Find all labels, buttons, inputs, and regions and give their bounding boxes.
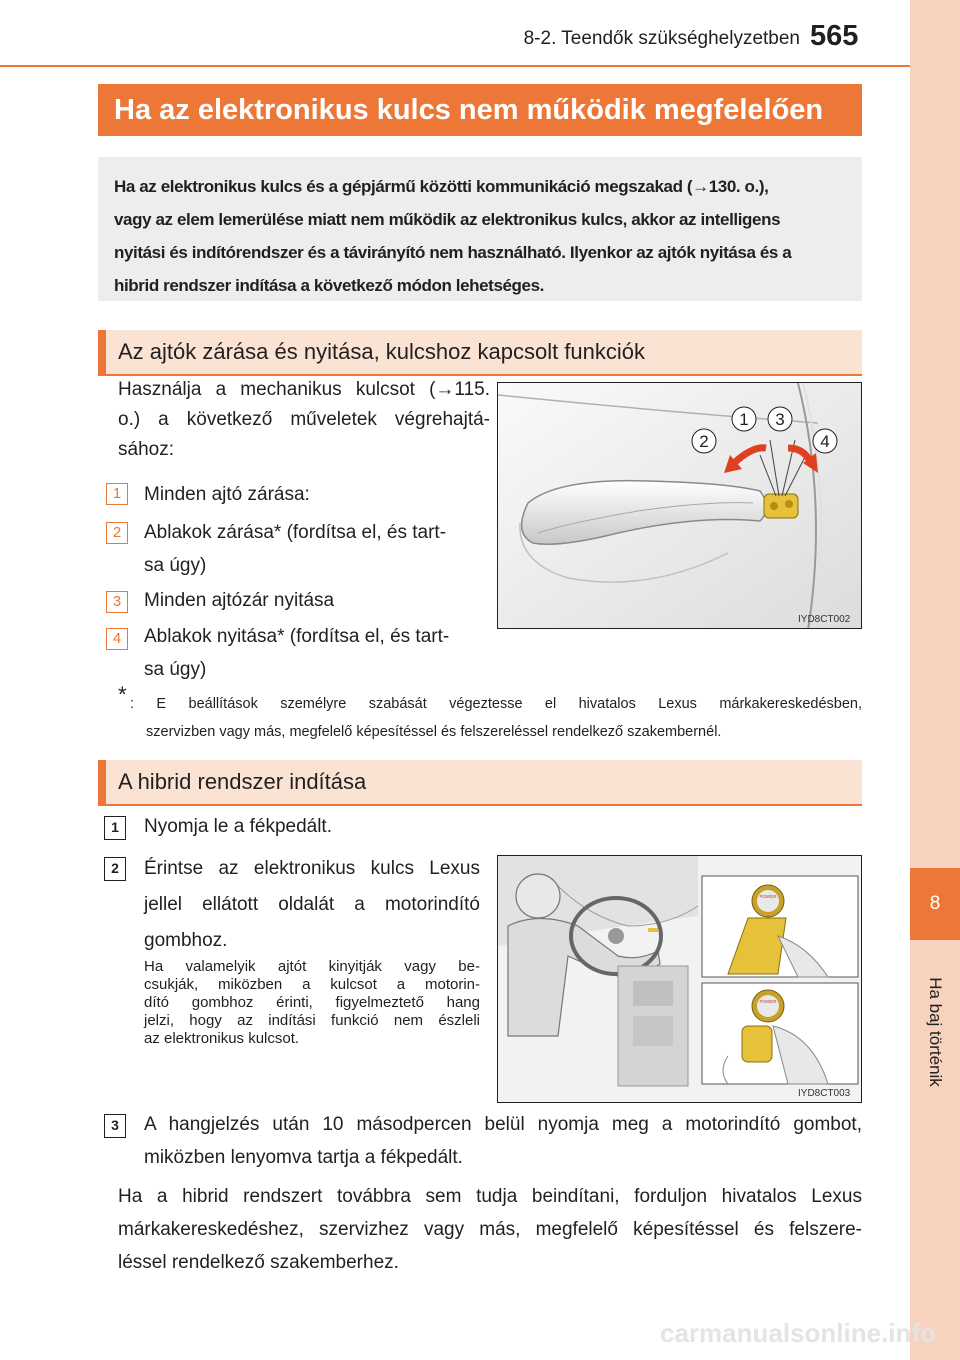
chapter-side-strip bbox=[910, 0, 960, 1360]
interior-illustration bbox=[497, 855, 862, 1103]
callout-4: 4 bbox=[820, 432, 830, 451]
footnote bbox=[130, 690, 862, 746]
key-cylinder bbox=[764, 494, 798, 518]
header-rule bbox=[0, 65, 910, 67]
door-handle-drawing bbox=[498, 383, 862, 629]
intro-line: hibrid rendszer indítása a következő módon lehetséges. bbox=[114, 276, 544, 295]
footnote-line: : E beállítások személyre szabását végeztesse el hivatalos Lexus márkakereskedésben, bbox=[130, 696, 862, 712]
closing-line: márkakereskedéshez, szervizhez vagy más, megfelelő képesítéssel és felszere- bbox=[118, 1219, 862, 1240]
lead-line: sához: bbox=[118, 439, 174, 460]
item-number: 4 bbox=[106, 628, 128, 650]
interior-drawing bbox=[498, 856, 862, 1103]
item-text bbox=[144, 516, 490, 582]
image-code: IYD8CT002 bbox=[798, 614, 851, 625]
page-title: Ha az elektronikus kulcs nem működik megfelelően bbox=[98, 84, 862, 136]
callout-2: 2 bbox=[699, 432, 709, 451]
item-number: 2 bbox=[106, 522, 128, 544]
note-line: Ha valamelyik ajtót kinyitják vagy be- bbox=[144, 958, 480, 975]
warning-note bbox=[144, 958, 480, 1048]
step-number: 3 bbox=[104, 1114, 126, 1138]
closing-line: léssel rendelkező szakemberhez. bbox=[118, 1252, 399, 1273]
closing-paragraph bbox=[118, 1180, 862, 1279]
section-heading-doors: Az ajtók zárása és nyitása, kulcshoz kapcsolt funkciók bbox=[98, 330, 862, 374]
footnote-line: szervizben vagy más, megfelelő képesítéssel és felszereléssel rendelkező szakembernél. bbox=[146, 724, 722, 740]
lead-paragraph bbox=[118, 375, 490, 465]
note-line: jelzi, hogy az indítási funkció nem észleli bbox=[144, 1012, 480, 1029]
callout-3: 3 bbox=[775, 410, 785, 429]
note-line: az elektronikus kulcsot. bbox=[144, 1030, 300, 1047]
item-text: Minden ajtó zárása: bbox=[144, 484, 310, 505]
callout-1: 1 bbox=[739, 410, 749, 429]
watermark: carmanualsonline.info bbox=[660, 1318, 936, 1348]
step-number: 1 bbox=[104, 816, 126, 840]
closing-line: Ha a hibrid rendszert továbbra sem tudja beindítani, forduljon hivatalos Lexus bbox=[118, 1186, 862, 1207]
page-number: 565 bbox=[810, 20, 859, 52]
step-number: 2 bbox=[104, 857, 126, 881]
chapter-title: Ha baj történik bbox=[926, 977, 945, 1087]
section-heading-hybrid: A hibrid rendszer indítása bbox=[98, 760, 862, 804]
chapter-number-tab: 8 bbox=[910, 868, 960, 940]
step-text bbox=[144, 851, 480, 959]
intro-box bbox=[98, 157, 862, 301]
running-header: 8-2. Teendők szükséghelyzetben bbox=[523, 28, 800, 49]
item-number: 3 bbox=[106, 591, 128, 613]
power-button-label: POWER bbox=[759, 894, 777, 899]
intro-line: vagy az elem lemerülése miatt nem működik az elektronikus kulcs, akkor az intelligens bbox=[114, 210, 781, 229]
step-line: Érintse az elektronikus kulcs Lexus bbox=[144, 858, 480, 879]
item-line: sa úgy) bbox=[144, 555, 207, 576]
note-line: csukják, miközben a kulcsot a motorin- bbox=[144, 976, 480, 993]
image-code: IYD8CT003 bbox=[798, 1088, 851, 1099]
step-line: A hangjelzés után 10 másodpercen belül nyomja meg a motorindító gombot, bbox=[144, 1114, 862, 1135]
footnote-mark: * bbox=[118, 682, 127, 707]
step-text bbox=[144, 1108, 862, 1174]
item-line: Ablakok nyitása* (fordítsa el, és tart- bbox=[144, 626, 450, 647]
item-number: 1 bbox=[106, 483, 128, 505]
door-handle-illustration bbox=[497, 382, 862, 629]
lead-line: Használja a mechanikus kulcsot (→115. bbox=[118, 379, 490, 400]
step-line: gombhoz. bbox=[144, 930, 228, 951]
item-text: Minden ajtózár nyitása bbox=[144, 590, 335, 611]
power-button-label: POWER bbox=[759, 999, 777, 1004]
note-line: dító gombhoz érinti, figyelmeztető hang bbox=[144, 994, 480, 1011]
step-line: jellel ellátott oldalát a motorindító bbox=[144, 894, 480, 915]
intro-line: nyitási és indítórendszer és a távirányító nem használható. Ilyenkor az ajtók nyitása és a bbox=[114, 243, 792, 262]
lead-line: o.) a következő műveletek végrehajtá- bbox=[118, 409, 490, 430]
item-line: sa úgy) bbox=[144, 659, 207, 680]
step-line: miközben lenyomva tartja a fékpedált. bbox=[144, 1147, 463, 1168]
item-line: Ablakok zárása* (fordítsa el, és tart- bbox=[144, 522, 447, 543]
intro-line: Ha az elektronikus kulcs és a gépjármű közötti kommunikáció megszakad (→130. o.), bbox=[114, 177, 769, 196]
item-text bbox=[144, 620, 490, 686]
step-text: Nyomja le a fékpedált. bbox=[144, 816, 332, 837]
